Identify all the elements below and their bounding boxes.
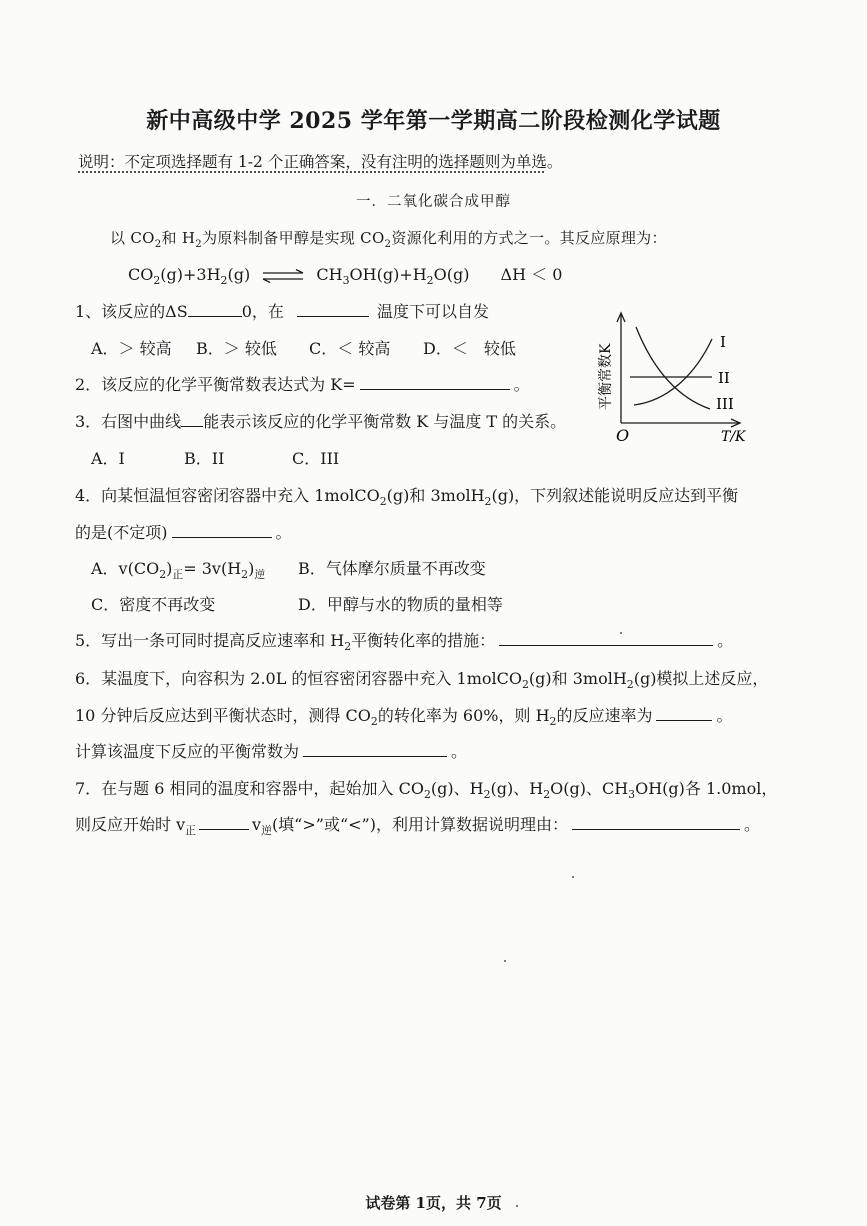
question-1: 1、该反应的ΔS 0，在 温度下可以自发 [75, 302, 489, 321]
q3-option-c[interactable]: C．III [292, 449, 340, 468]
scan-speck [504, 960, 506, 962]
curve-label-ii: II [718, 369, 730, 387]
answer-blank[interactable] [303, 740, 447, 757]
question-3: 3．右图中曲线 能表示该反应的化学平衡常数 K 与温度 T 的关系。 [75, 412, 567, 431]
x-axis-label: T/K [721, 429, 746, 445]
question-6-line-3: 计算该温度下反应的平衡常数为 。 [75, 742, 468, 761]
q4-option-c[interactable]: C．密度不再改变 [91, 595, 216, 614]
y-axis-label: 平衡常数K [598, 343, 614, 410]
q3-option-a[interactable]: A．I [91, 449, 125, 468]
curve-label-iii: III [716, 395, 734, 413]
answer-blank[interactable] [572, 813, 740, 830]
instructions-note: 说明：不定项选择题有 1-2 个正确答案，没有注明的选择题则为单选。 [78, 153, 563, 171]
q1-option-d[interactable]: D．＜ 较低 [423, 339, 516, 358]
equilibrium-constant-vs-temperature-graph [590, 305, 755, 445]
answer-blank[interactable] [360, 373, 510, 390]
answer-blank[interactable] [199, 813, 249, 830]
scan-speck [620, 632, 622, 634]
answer-blank[interactable] [181, 410, 203, 427]
reaction-equation: $CO_2(g)+3H_2(g)$ $CH_3OH(g)+H_2O(g) \Delta H < 0$ [128, 265, 563, 288]
answer-blank[interactable] [172, 521, 272, 538]
answer-blank[interactable] [656, 704, 712, 721]
question-5: 5．写出一条可同时提高反应速率和 $H_2$平衡转化率的措施： 。 [75, 631, 734, 654]
curve-iii [636, 327, 710, 409]
question-6-line-2: 10 分钟后反应达到平衡状态时，测得 $CO_2$的转化率为 60%，则 $H_2$的反应速率为 。 [75, 706, 733, 729]
page-footer: 试卷第 1页，共 7页 [365, 1194, 502, 1212]
question-6: 6．某温度下，向容积为 2.0L 的恒容密闭容器中充入 1molCO$_2$(g)和 3molH$_2$(g)模拟上述反应， [75, 669, 769, 692]
q1-option-c[interactable]: C．＜ 较高 [309, 339, 391, 358]
origin-label: O [616, 426, 630, 445]
section-heading: 一．二氧化碳合成甲醇 [356, 194, 511, 210]
section-intro: 以 $CO_2$和 $H_2$为原料制备甲醇是实现 $CO_2$资源化利用的方式之一。其反应原理为： [110, 229, 667, 250]
answer-blank[interactable] [297, 300, 369, 317]
q1-option-b[interactable]: B．＞ 较低 [196, 339, 277, 358]
question-4: 4．向某恒温恒容密闭容器中充入 1molCO$_2$(g)和 3molH$_2$(g)，下列叙述能说明反应达到平衡 [75, 486, 739, 509]
question-7: 7．在与题 6 相同的温度和容器中，起始加入 $CO_2(g)$、$H_2(g)$、$H_2O(g)$、$CH_3OH(g)$各 1.0mol， [75, 779, 778, 802]
q1-option-a[interactable]: A．＞ 较高 [91, 339, 172, 358]
question-7-line-2: 则反应开始时 $v_正$ $v_逆$(填“>”或“<”)，利用计算数据说明理由： 。 [75, 815, 760, 838]
q4-option-b[interactable]: B．气体摩尔质量不再改变 [298, 559, 486, 578]
answer-blank[interactable] [188, 300, 242, 317]
q3-option-b[interactable]: B．II [184, 449, 225, 468]
page-title: 新中高级中学 2025 学年第一学期高二阶段检测化学试题 [146, 108, 721, 134]
q4-option-a[interactable]: A．$v(CO_2)_正= 3v(H_2)_逆$ [91, 559, 266, 582]
q4-option-d[interactable]: D．甲醇与水的物质的量相等 [298, 595, 503, 614]
scan-speck [572, 876, 574, 878]
equilibrium-arrow-icon [261, 269, 305, 283]
curve-label-i: I [720, 333, 726, 351]
question-2: 2．该反应的化学平衡常数表达式为 K= 。 [75, 375, 530, 394]
question-4-line-2: 的是(不定项) 。 [75, 523, 292, 542]
answer-blank[interactable] [499, 629, 713, 646]
